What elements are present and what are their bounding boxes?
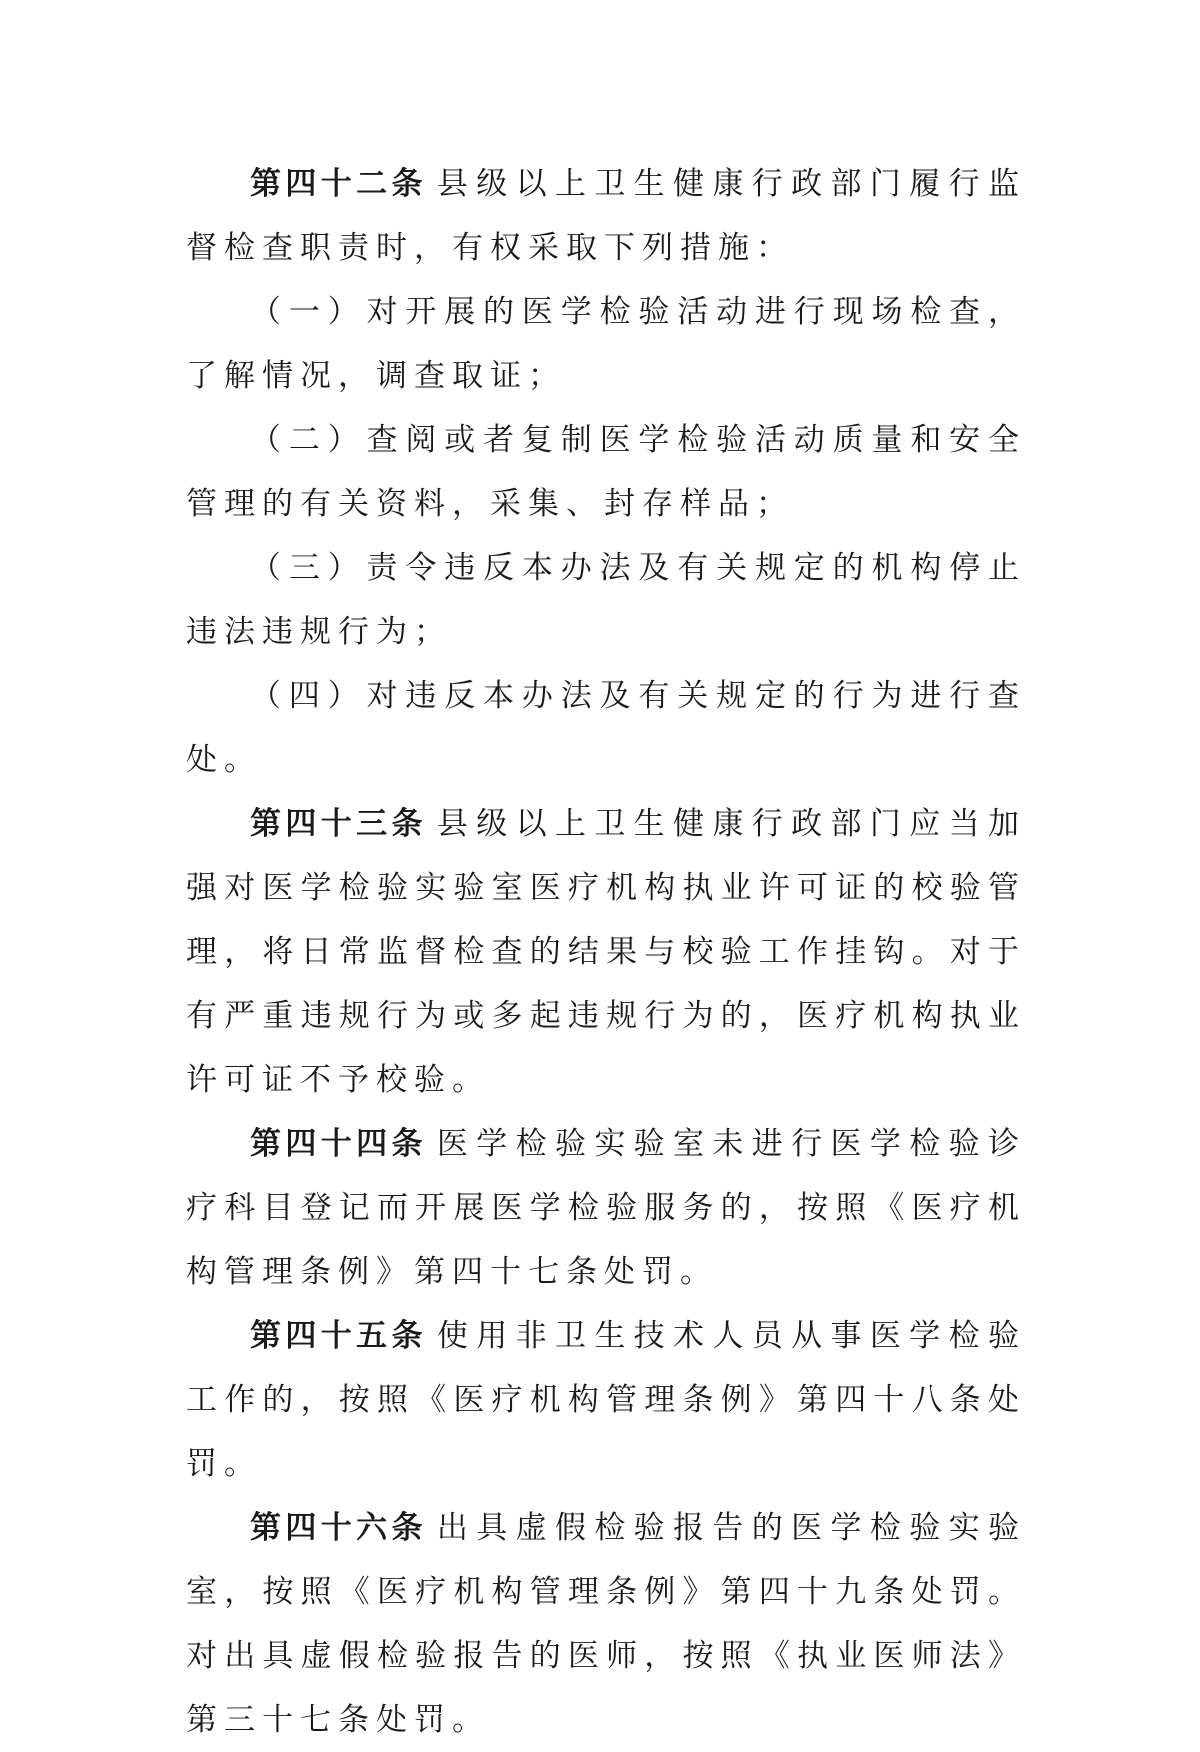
article-42-item-4: （四）对违反本办法及有关规定的行为进行查处。 bbox=[186, 678, 1026, 778]
article-43-text: 县级以上卫生健康行政部门应当加强对医学检验实验室医疗机构执业许可证的校验管理，将日常监督检查的结果与校验工作挂钩。对于有严重违规行为或多起违规行为的，医疗机构执业许可证不予校验。 bbox=[186, 806, 1027, 1098]
article-44-title: 第四十四条 bbox=[250, 1126, 427, 1162]
article-43 bbox=[186, 792, 1026, 1112]
article-42-item-2: （二）查阅或者复制医学检验活动质量和安全管理的有关资料，采集、封存样品； bbox=[186, 422, 1026, 522]
article-42-item-1: （一）对开展的医学检验活动进行现场检查，了解情况，调查取证； bbox=[186, 294, 1026, 394]
article-46 bbox=[186, 1496, 1026, 1752]
document-body bbox=[186, 152, 1026, 1752]
article-42-text: 县级以上卫生健康行政部门履行监督检查职责时，有权采取下列措施： bbox=[186, 166, 1027, 266]
article-42-item-3: （三）责令违反本办法及有关规定的机构停止违法违规行为； bbox=[186, 550, 1026, 650]
article-45-title: 第四十五条 bbox=[250, 1318, 427, 1354]
article-42 bbox=[186, 152, 1026, 280]
article-42-title: 第四十二条 bbox=[250, 166, 427, 202]
article-44-text: 医学检验实验室未进行医学检验诊疗科目登记而开展医学检验服务的，按照《医疗机构管理条例》第四十七条处罚。 bbox=[186, 1126, 1027, 1290]
article-45-text: 使用非卫生技术人员从事医学检验工作的，按照《医疗机构管理条例》第四十八条处罚。 bbox=[186, 1318, 1027, 1482]
article-43-title: 第四十三条 bbox=[250, 806, 427, 842]
article-44 bbox=[186, 1112, 1026, 1304]
article-46-title: 第四十六条 bbox=[250, 1510, 427, 1546]
article-46-text: 出具虚假检验报告的医学检验实验室，按照《医疗机构管理条例》第四十九条处罚。对出具虚假检验报告的医师，按照《执业医师法》第三十七条处罚。 bbox=[186, 1510, 1027, 1738]
article-45 bbox=[186, 1304, 1026, 1496]
